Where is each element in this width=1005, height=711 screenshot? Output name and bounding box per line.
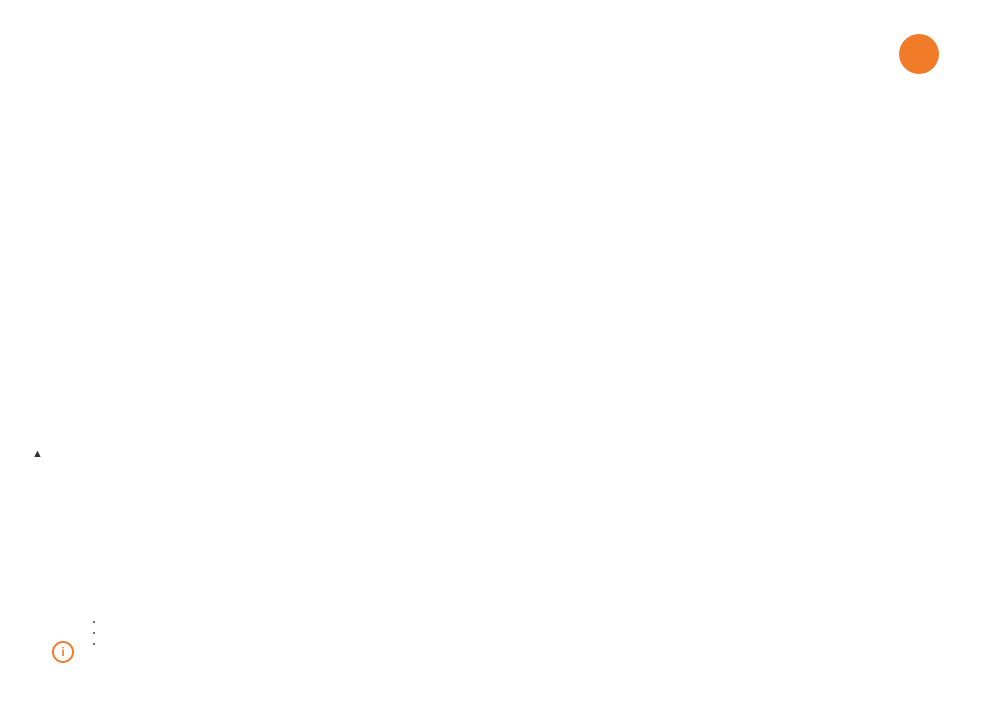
footer-note: [104, 628, 319, 638]
qr-code-icon[interactable]: [893, 618, 955, 680]
info-icon: i: [52, 641, 74, 663]
footer-note: [104, 617, 319, 627]
footer-note: [104, 639, 319, 649]
open-strings-label: ▲: [32, 448, 43, 460]
brand-logo: [899, 34, 939, 74]
footer-notes: [92, 617, 319, 650]
